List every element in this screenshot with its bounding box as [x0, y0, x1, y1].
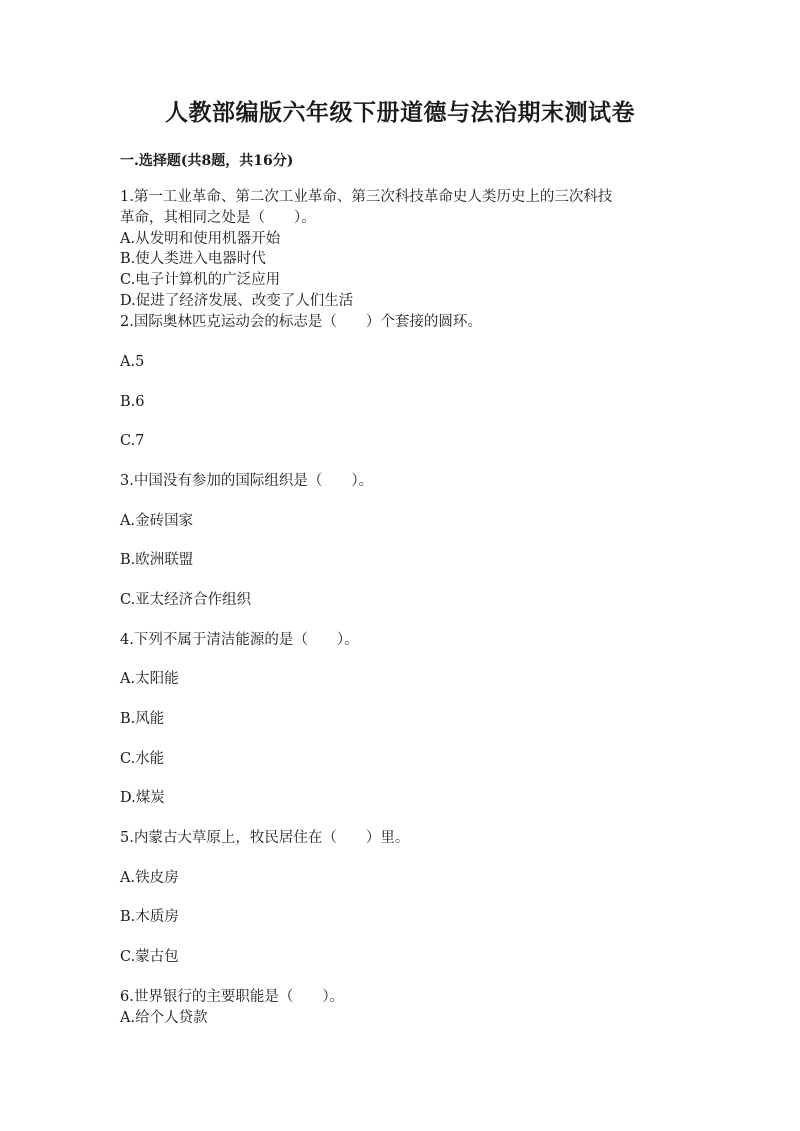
question-4-option-d: D.煤炭: [120, 790, 165, 806]
question-5-stem: 5.内蒙古大草原上，牧民居住在（ ）里。: [120, 830, 410, 846]
question-5-option-a: A.铁皮房: [120, 870, 179, 886]
page-title: 人教部编版六年级下册道德与法治期末测试卷: [165, 99, 635, 126]
question-4-stem: 4.下列不属于清洁能源的是（ ）。: [120, 632, 359, 648]
question-4-option-b: B.风能: [120, 711, 165, 727]
question-4-option-c: C.水能: [120, 751, 165, 767]
question-2-option-a: A.5: [120, 354, 145, 370]
question-3-option-b: B.欧洲联盟: [120, 552, 194, 568]
question-2-option-c: C.7: [120, 433, 145, 449]
question-2-option-b: B.6: [120, 394, 145, 410]
question-4-option-a: A.太阳能: [120, 671, 179, 687]
question-6-option-a: A.给个人贷款: [120, 1010, 208, 1026]
question-5-option-c: C.蒙古包: [120, 949, 179, 965]
question-1-option-a: A.从发明和使用机器开始: [120, 231, 281, 247]
question-3-option-c: C.亚太经济合作组织: [120, 592, 252, 608]
question-6-stem: 6.世界银行的主要职能是（ ）。: [120, 989, 345, 1005]
section-heading: 一.选择题(共8题，共16分): [120, 153, 294, 169]
question-1-option-b: B.使人类进入电器时代: [120, 251, 266, 267]
question-2-stem: 2.国际奥林匹克运动会的标志是（ ）个套接的圆环。: [120, 314, 482, 330]
question-1-option-c: C.电子计算机的广泛应用: [120, 272, 281, 288]
question-3-stem: 3.中国没有参加的国际组织是（ ）。: [120, 473, 374, 489]
question-1-option-d: D.促进了经济发展、改变了人们生活: [120, 293, 354, 309]
question-1-stem-line-1: 1.第一工业革命、第二次工业革命、第三次科技革命史人类历史上的三次科技: [120, 189, 613, 205]
question-1-stem-line-2: 革命，其相同之处是（ ）。: [120, 210, 316, 226]
question-5-option-b: B.木质房: [120, 909, 179, 925]
question-3-option-a: A.金砖国家: [120, 513, 194, 529]
